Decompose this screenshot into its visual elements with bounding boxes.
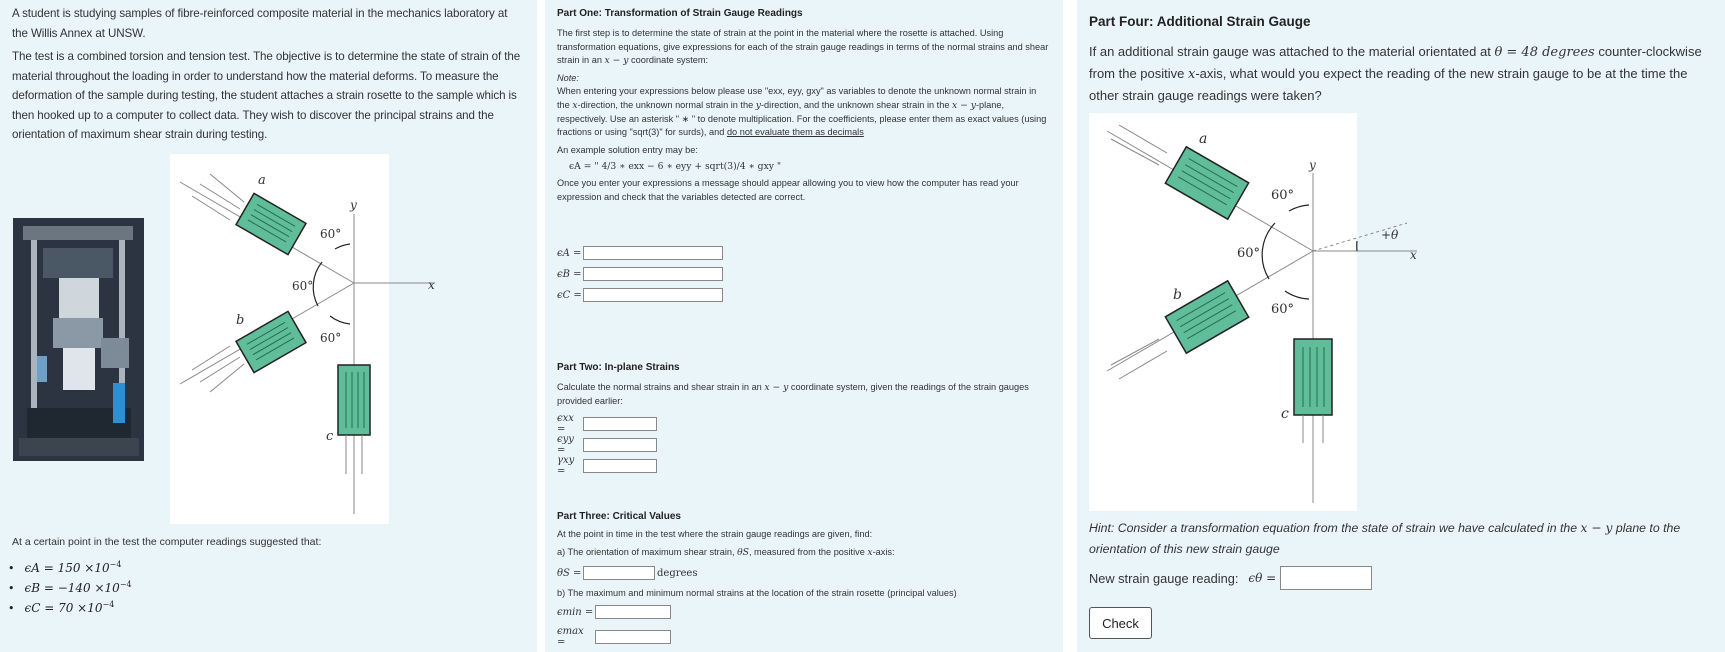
new-gauge-reading-row [1089, 566, 1372, 590]
diagram2-label-b: b [1173, 287, 1182, 303]
epsilon-a-input[interactable] [583, 246, 723, 260]
theta-s-row [557, 566, 697, 580]
diagram1-angle-3: 60° [320, 331, 342, 345]
part-three-question-b: b) The maximum and minimum normal strains at the location of the strain rosette (principal values) [557, 588, 957, 598]
test-machine-photo [13, 218, 144, 461]
diagram2-label-x: x [1410, 248, 1417, 262]
epsilon-a-row [557, 246, 723, 260]
reading-a: • $\epsilon A = 150 \times 10^{-4}$ [8, 560, 122, 575]
diagram2-label-a: a [1199, 131, 1208, 147]
diagram1-label-x: x [428, 278, 435, 292]
epsilon-min-row [557, 605, 671, 619]
questions-panel [545, 0, 1063, 652]
readings-intro: At a certain point in the test the computer readings suggested that: [12, 536, 322, 548]
diagram1-angle-2: 60° [292, 279, 314, 293]
part-three-description: At the point in time in the test where the strain gauge readings are given, find: [557, 529, 873, 539]
after-entry-text: Once you enter your expressions a message should appear allowing you to view how the computer has read your expression and check that the variables detected are correct. [557, 177, 1019, 202]
problem-statement-panel [0, 0, 537, 652]
additional-gauge-panel [1077, 0, 1725, 652]
intro-paragraph-1: A student is studying samples of fibre-reinforced composite material in the mechanics laboratory at the Willis Annex at UNSW. [12, 7, 508, 40]
epsilon-max-input[interactable] [595, 630, 671, 644]
epsilon-max-label: ϵmax = [557, 626, 584, 648]
part-three-question-a: a) The orientation of maximum shear strain, θS, measured from the positive x-axis: [557, 546, 895, 558]
epsilon-yy-row [557, 434, 657, 456]
gamma-xy-label: γxy = [557, 455, 575, 477]
part-one-description: The first step is to determine the state of strain at the point in the material where the rosette is attached. Using transformation equations, give expressions for each of the strain gauge readings in terms of the normal strains and shear strain in an x − y coordinate system: [557, 28, 1049, 67]
example-label: An example solution entry may be: [557, 144, 698, 155]
strain-readings-list [8, 555, 132, 615]
diagram2-angle-1: 60° [1271, 188, 1295, 203]
epsilon-min-input[interactable] [595, 605, 671, 619]
epsilon-theta-input[interactable] [1280, 566, 1372, 590]
diagram1-angle-1: 60° [320, 227, 342, 241]
gamma-xy-row [557, 455, 657, 477]
rosette-diagram-1 [170, 154, 435, 524]
new-gauge-reading-label: New strain gauge reading: [1089, 570, 1239, 586]
diagram2-label-c: c [1281, 406, 1289, 422]
part-two-section [557, 362, 1057, 408]
epsilon-xx-label: ϵxx = [557, 413, 574, 435]
diagram1-label-c: c [326, 429, 334, 444]
reading-c: • $\epsilon C = 70 \times 10^{-4}$ [8, 600, 115, 615]
epsilon-min-label: ϵmin = [557, 606, 594, 618]
epsilon-xx-row [557, 413, 657, 435]
epsilon-xx-input[interactable] [583, 417, 657, 431]
epsilon-a-label: ϵA = [557, 247, 582, 259]
note-text: When entering your expressions below please use "exx, eyy, gxy" as variables to denote the unknown normal strain in the x-direction, the unknown normal strain in the y-direction, and the unknown shear strain in the x − y-plane, respectively. Use an asterisk " ∗ " to denote multiplication. For the coefficients, please enter them as exact values (using fractions or using "sqrt(3)" for surds), and do not evaluate them as decimals [557, 86, 1047, 138]
epsilon-c-row [557, 288, 723, 302]
theta-s-input[interactable] [583, 566, 655, 580]
epsilon-b-row [557, 267, 723, 281]
part-three-title: Part Three: Critical Values [557, 511, 681, 522]
diagram2-angle-2: 60° [1237, 246, 1261, 261]
epsilon-theta-label: ϵθ = [1248, 571, 1277, 585]
part-three-section [557, 511, 1057, 559]
diagram2-angle-3: 60° [1271, 302, 1295, 317]
part-one-title: Part One: Transformation of Strain Gauge Readings [557, 8, 803, 19]
gamma-xy-input[interactable] [583, 459, 657, 473]
diagram2-plus-theta: +θ [1381, 228, 1399, 242]
diagram1-label-b: b [236, 313, 245, 328]
hint-text: Hint: Consider a transformation equation from the state of strain we have calculated in the x − y plane to the orientation of this new strain gauge [1089, 521, 1681, 556]
part-four-title: Part Four: Additional Strain Gauge [1089, 14, 1311, 29]
epsilon-yy-input[interactable] [583, 438, 657, 452]
epsilon-b-label: ϵB = [557, 268, 582, 280]
check-button[interactable]: Check [1089, 607, 1152, 639]
part-four-question: If an additional strain gauge was attached to the material orientated at θ = 48 degrees counter-clockwise from the positive x-axis, what would you expect the reading of the new strain gauge to be at the time the other strain gauge readings were taken? [1089, 44, 1702, 103]
note-label: Note: [557, 72, 579, 83]
diagram1-label-a: a [258, 173, 266, 188]
epsilon-c-label: ϵC = [557, 289, 582, 301]
part-two-title: Part Two: In-plane Strains [557, 362, 680, 373]
epsilon-yy-label: ϵyy = [557, 434, 574, 456]
epsilon-c-input[interactable] [583, 288, 723, 302]
problem-intro [12, 4, 525, 145]
epsilon-max-row [557, 626, 671, 648]
reading-b: • $\epsilon B = -140 \times 10^{-4}$ [8, 580, 132, 595]
part-two-description: Calculate the normal strains and shear strain in an x − y coordinate system, given the readings of the strain gauges provided earlier: [557, 382, 1029, 406]
intro-paragraph-2: The test is a combined torsion and tension test. The objective is to determine the state of strain of the material throughout the loading in order to understand how the material deforms. To measure the deformation of the sample during testing, the student attaches a strain rosette to the sample which is then hooked up to a computer to collect data. They wish to discover the principal strains and the orientation of maximum shear strain during testing. [12, 50, 521, 141]
diagram2-label-y: y [1309, 158, 1316, 172]
epsilon-b-input[interactable] [583, 267, 723, 281]
diagram1-label-y: y [350, 198, 357, 212]
rosette-diagram-2 [1089, 113, 1357, 511]
example-solution: ϵA = " 4/3 ∗ exx − 6 ∗ eyy + sqrt(3)/4 ∗ gxy " [569, 161, 782, 173]
theta-s-label: θS = [557, 567, 582, 579]
degrees-unit: degrees [657, 567, 698, 579]
